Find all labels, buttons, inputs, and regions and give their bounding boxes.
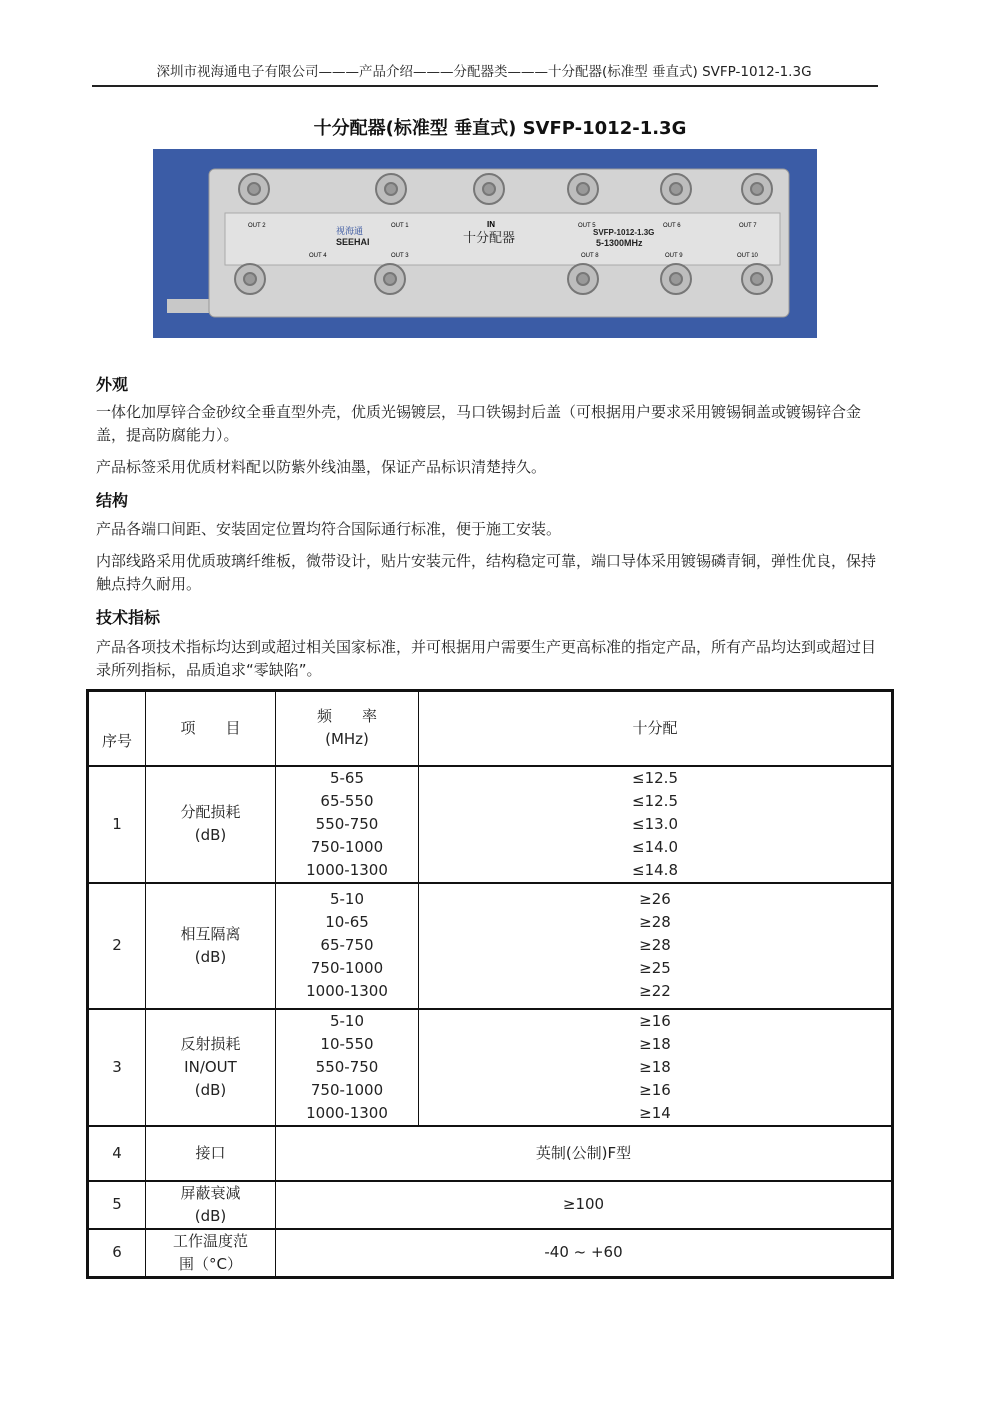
row-freq-line: 1000-1300 (306, 860, 388, 879)
port-label: IN (487, 220, 495, 229)
row-item-line: 反射损耗 (180, 1034, 241, 1053)
row-freq-line: 550-750 (315, 814, 379, 833)
row-value: ≥100 (276, 1181, 893, 1229)
freq-label: 5-1300MHz (596, 238, 643, 248)
f-connector-center (577, 183, 589, 195)
row-value-line: ≥26 (639, 890, 671, 908)
table-row (88, 1126, 893, 1181)
spec-table (86, 689, 894, 1279)
f-connector-center (483, 183, 495, 195)
f-connector-center (385, 183, 397, 195)
row-item (146, 883, 276, 1009)
f-connector-center (751, 183, 763, 195)
running-header: 深圳市视海通电子有限公司———产品介绍———分配器类———十分配器(标准型 垂直式) SVFP-1012-1.3G (156, 64, 812, 80)
row-freq-line: 5-65 (329, 768, 365, 787)
row-value-line: ≥14 (639, 1103, 671, 1122)
port-label: OUT 8 (581, 253, 599, 259)
row-freq (276, 766, 419, 883)
brand-name: SEEHAI (336, 237, 370, 247)
row-value-line: ≤14.8 (632, 860, 678, 879)
paragraph: 内部线路采用优质玻璃纤维板，微带设计，贴片安装元件，结构稳定可靠，端口导体采用镀锡磷青铜，弹性优良，保持触点持久耐用。 (96, 552, 877, 593)
f-connector-center (244, 273, 256, 285)
table-row (88, 1229, 893, 1278)
paragraph: 产品各端口间距、安装固定位置均符合国际通行标准，便于施工安装。 (96, 520, 562, 538)
row-freq-line: 750-1000 (310, 959, 384, 977)
row-value-line: ≥25 (639, 959, 671, 977)
row-value-line: ≥18 (639, 1057, 671, 1076)
splitter-illustration (153, 149, 817, 338)
header-freq-unit: (MHz) (325, 730, 369, 749)
paragraph: 一体化加厚锌合金砂纹全垂直型外壳，优质光锡镀层，马口铁锡封后盖（可根据用户要求采用镀锡铜盖或镀锡锌合金盖，提高防腐能力）。 (96, 403, 862, 444)
row-value-line: ≤13.0 (632, 814, 678, 833)
row-no: 5 (88, 1181, 146, 1229)
paragraph: 产品各项技术指标均达到或超过相关国家标准，并可根据用户需要生产更高标准的指定产品，所有产品均达到或超过目录所列指标，品质追求“零缺陷”。 (96, 638, 877, 679)
row-item-line: (dB) (194, 1080, 227, 1099)
row-value-line: ≥28 (639, 913, 671, 931)
table-row (88, 766, 893, 883)
row-item-line: 围（°C） (179, 1254, 242, 1273)
port-label: OUT 4 (309, 253, 327, 259)
row-no: 4 (88, 1126, 146, 1181)
row-item-line: 分配损耗 (180, 803, 241, 821)
page-title: 十分配器(标准型 垂直式) SVFP-1012-1.3G (313, 118, 687, 139)
row-no: 1 (88, 766, 146, 883)
port-label: OUT 10 (737, 253, 758, 259)
product-photo (153, 149, 817, 338)
table-row (88, 1009, 893, 1126)
row-no: 2 (88, 883, 146, 1009)
port-label: OUT 7 (739, 223, 757, 229)
row-freq (276, 1009, 419, 1126)
table-row (88, 883, 893, 1009)
row-value-line: ≤12.5 (632, 791, 678, 810)
port-label: OUT 9 (665, 253, 683, 259)
product-label: 十分配器 (463, 231, 516, 246)
header-no: 序号 (88, 691, 146, 766)
f-connector-center (384, 273, 396, 285)
port-label: OUT 3 (391, 253, 409, 259)
row-freq-line: 65-550 (320, 791, 374, 810)
port-label: OUT 5 (578, 223, 596, 229)
header-item: 项 目 (146, 691, 276, 766)
f-connector-center (577, 273, 589, 285)
row-value-line: ≥18 (639, 1034, 671, 1053)
header-value: 十分配 (419, 691, 893, 766)
table-row (88, 1181, 893, 1229)
row-freq-line: 1000-1300 (306, 1103, 388, 1122)
header-freq-label: 频 率 (316, 707, 377, 726)
row-value-line: ≤12.5 (632, 768, 678, 787)
row-value-line: ≥28 (639, 936, 671, 954)
row-freq-line: 550-750 (315, 1057, 379, 1076)
section-heading: 结构 (96, 491, 129, 510)
row-item-line: 接口 (195, 1143, 226, 1162)
row-freq (276, 883, 419, 1009)
row-freq-line: 750-1000 (310, 837, 384, 856)
f-connector-center (670, 273, 682, 285)
row-value-line: ≥22 (639, 982, 671, 1000)
row-value (419, 1009, 893, 1126)
row-value-line: ≤14.0 (632, 837, 678, 856)
row-item (146, 766, 276, 883)
section-heading: 技术指标 (96, 608, 161, 627)
row-value: 英制(公制)F型 (276, 1126, 893, 1181)
row-item (146, 1009, 276, 1126)
f-connector-center (670, 183, 682, 195)
row-value (419, 883, 893, 1009)
port-label: OUT 1 (391, 223, 409, 229)
row-value (419, 766, 893, 883)
row-value: -40 ~ +60 (276, 1229, 893, 1278)
paragraph: 产品标签采用优质材料配以防紫外线油墨，保证产品标识清楚持久。 (96, 458, 547, 476)
header-divider (92, 85, 878, 87)
row-item-line: IN/OUT (184, 1057, 237, 1076)
row-item-line: (dB) (194, 947, 227, 966)
row-item-line: 工作温度范 (172, 1231, 248, 1250)
port-label: OUT 2 (248, 223, 266, 229)
header-freq (276, 691, 419, 766)
model-label: SVFP-1012-1.3G (593, 228, 655, 237)
port-label: OUT 6 (663, 223, 681, 229)
row-freq-line: 1000-1300 (306, 982, 388, 1000)
row-item-line: (dB) (194, 826, 227, 844)
row-freq-line: 750-1000 (310, 1080, 384, 1099)
row-freq-line: 5-10 (329, 890, 365, 908)
row-value-line: ≥16 (639, 1011, 671, 1030)
row-value-line: ≥16 (639, 1080, 671, 1099)
brand-logo: 视海通 (336, 227, 364, 237)
row-freq-line: 10-550 (320, 1034, 374, 1053)
row-item-line: 屏蔽衰减 (180, 1183, 241, 1202)
row-freq-line: 65-750 (320, 936, 374, 954)
section-heading: 外观 (96, 375, 129, 394)
row-item-line: 相互隔离 (180, 924, 241, 943)
row-freq-line: 5-10 (329, 1011, 365, 1030)
row-item (146, 1229, 276, 1278)
row-freq-line: 10-65 (325, 913, 369, 931)
row-item (146, 1126, 276, 1181)
row-no: 6 (88, 1229, 146, 1278)
row-item (146, 1181, 276, 1229)
f-connector-center (248, 183, 260, 195)
row-item-line: (dB) (194, 1206, 227, 1225)
f-connector-center (751, 273, 763, 285)
row-no: 3 (88, 1009, 146, 1126)
table-header-row (88, 691, 893, 766)
